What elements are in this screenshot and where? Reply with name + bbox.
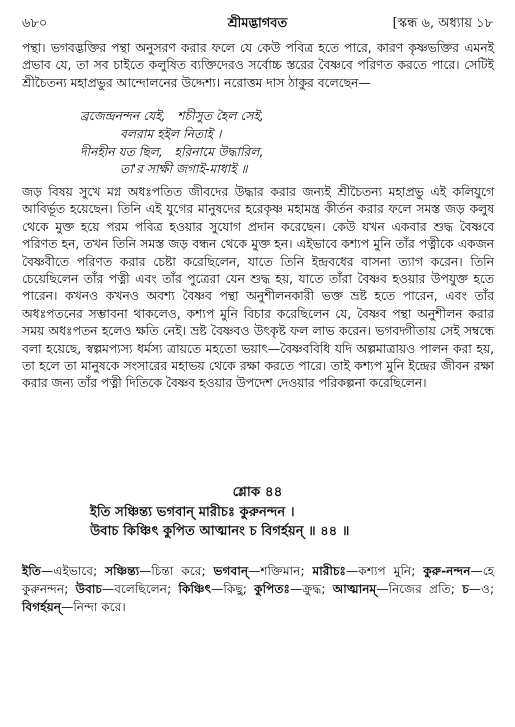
synonym-word: ভগবান্ [213, 564, 249, 578]
synonym-meaning: এইভাবে [53, 564, 94, 578]
song-quote [80, 108, 264, 179]
synonym-meaning: শক্তিমান [260, 564, 301, 578]
synonym-meaning: চিন্তা করে [151, 564, 202, 578]
synonym-word: সঞ্চিন্ত্য [105, 564, 140, 578]
purport-intro: পন্থা। ভগবদ্ভক্তির পন্থা অনুসরণ করার ফলে যে কেউ পবিত্র হতে পারে, কারণ কৃষ্ণভক্তির এমনই প্রভাব যে, তা সব চাইতে কলুষিত ব্যক্তিদেরও সর্বোচ্চ স্তরের বৈষ্ণবে পরিণত করতে পারে। সেটিই শ্রীচৈতন্য মহাপ্রভুর আন্দোলনের উদ্দেশ্য। নরোত্তম দাস ঠাকুর বলেছেন— [22, 41, 494, 90]
page-number: ৬৮০ [22, 16, 48, 31]
synonym-word: কুপিতঃ [254, 582, 291, 596]
synonym-word: চ [462, 582, 469, 596]
song-line: বলরাম হইল নিতাই । [120, 126, 222, 141]
synonym-meaning: কিছু [223, 582, 243, 596]
verse-line: উবাচ কিঞ্চিৎ কুপিত আত্মানং চ বিগর্হয়ন্ ॥ ৪৪ ॥ [90, 524, 350, 539]
verse-line: ইতি সঞ্চিন্ত্য ভগবান্ মারীচঃ কুরুনন্দন । [90, 505, 295, 520]
synonym-word: বিগর্হয়ন্ [22, 600, 62, 614]
synonym-word: মারীচঃ [312, 564, 347, 578]
song-line: দীনহীন যত ছিল, হরিনামে উদ্ধারিল, [80, 144, 264, 159]
synonym-meaning: ও [480, 582, 490, 596]
synonym-word: ইতি [22, 564, 41, 578]
chapter-reference: [স্কন্ধ ৬, অধ্যায় ১৮ [392, 16, 493, 31]
synonym-meaning: ক্রুদ্ধ [302, 582, 322, 596]
song-line: তা'র সাক্ষী জগাই-মাধাই ॥ [120, 162, 248, 177]
synonym-meaning: হে কুরুনন্দন [22, 564, 495, 596]
synonym-word: কুরু-নন্দন [423, 564, 471, 578]
synonym-meaning: কশ্যপ মুনি [358, 564, 412, 578]
synonym-word: আত্মানম্ [332, 582, 377, 596]
sanskrit-verse [90, 503, 349, 541]
purport-main: জড় বিষয় সুখে মগ্ন অধঃপতিত জীবদের উদ্ধার করার জন্যই শ্রীচৈতন্য মহাপ্রভু এই কলিযুগে আবির্ভূত হয়েছেন। তিনি এই যুগের মানুষদের হরেকৃষ্ণ মহামন্ত্র কীর্তন করার ফলে সমস্ত জড় কলুষ থেকে মুক্ত হয়ে পরম পবিত্র হওয়ার সুযোগ প্রদান করেছেন। কেউ যখন একবার শুদ্ধ বৈষ্ণবে পরিণত হন, তখন তিনি সমস্ত জড় বন্ধন থেকে মুক্ত হন। এইভাবে কশ্যপ মুনি তাঁর পত্নীকে একজন বৈষ্ণবীতে পরিণত করার চেষ্টা করেছিলেন, যাতে তিনি ইন্দ্রবধের বাসনা ত্যাগ করেন। তিনি চেয়েছিলেন তাঁর পত্নী এবং তাঁর পুত্রেরা যেন শুদ্ধ হয়, যাতে তাঁরা বৈষ্ণব হওয়ার উপযুক্ত হতে পারেন। কখনও কখনও অবশ্য বৈষ্ণব পন্থা অনুশীলনকারী ভক্ত ভ্রষ্ট হতে পারেন, এবং তাঁর অধঃপতনের সম্ভাবনা থাকলেও, কশ্যপ মুনি বিচার করেছিলেন যে, বৈষ্ণব পন্থা অনুশীলন করার সময় অধঃপতন হলেও ক্ষতি নেই। ভ্রষ্ট বৈষ্ণবও উৎকৃষ্ট ফল লাভ করেন। ভগবদ্গীতায় সেই সম্বন্ধে বলা হয়েছে, স্বল্পমপ্যস্য ধর্মস্য ত্রায়তে মহতো ভয়াৎ—বৈষ্ণববিধি যদি অল্পমাত্রায়ও পালন করা হয়, তা হলে তা মানুষকে সংসারের মহাভয় থেকে রক্ষা করতে পারে। তাই কশ্যপ মুনি ইন্দ্রের জীবন রক্ষা করার জন্য তাঁর পত্নী দিতিকে বৈষ্ণব হওয়ার উপদেশ দেওয়ার পরিকল্পনা করেছিলেন। [22, 185, 494, 391]
song-line: ব্রজেন্দ্রনন্দন যেই, শচীসুত হৈল সেই, [80, 109, 264, 123]
synonym-word: উবাচ [75, 582, 102, 596]
synonym-meaning: নিন্দা করে। [73, 600, 126, 614]
running-header [22, 14, 493, 34]
book-title: শ্রীমদ্ভাগবত [227, 16, 288, 31]
word-synonyms: ইতি—এইভাবে; সঞ্চিন্ত্য—চিন্তা করে; ভগবান্—শক্তিমান; মারীচঃ—কশ্যপ মুনি; কুরু-নন্দন—হে কুরুনন্দন; উবাচ—বলেছিলেন; কিঞ্চিৎ—কিছু; কুপিতঃ—ক্রুদ্ধ; আত্মানম্—নিজের প্রতি; চ—ও; বিগর্হয়ন্—নিন্দা করে। [22, 564, 495, 614]
synonym-word: কিঞ্চিৎ [178, 582, 212, 596]
verse-heading: শ্লোক ৪৪ [232, 484, 283, 500]
synonym-meaning: নিজের প্রতি [388, 582, 451, 596]
synonym-meaning: বলেছিলেন [114, 582, 168, 596]
